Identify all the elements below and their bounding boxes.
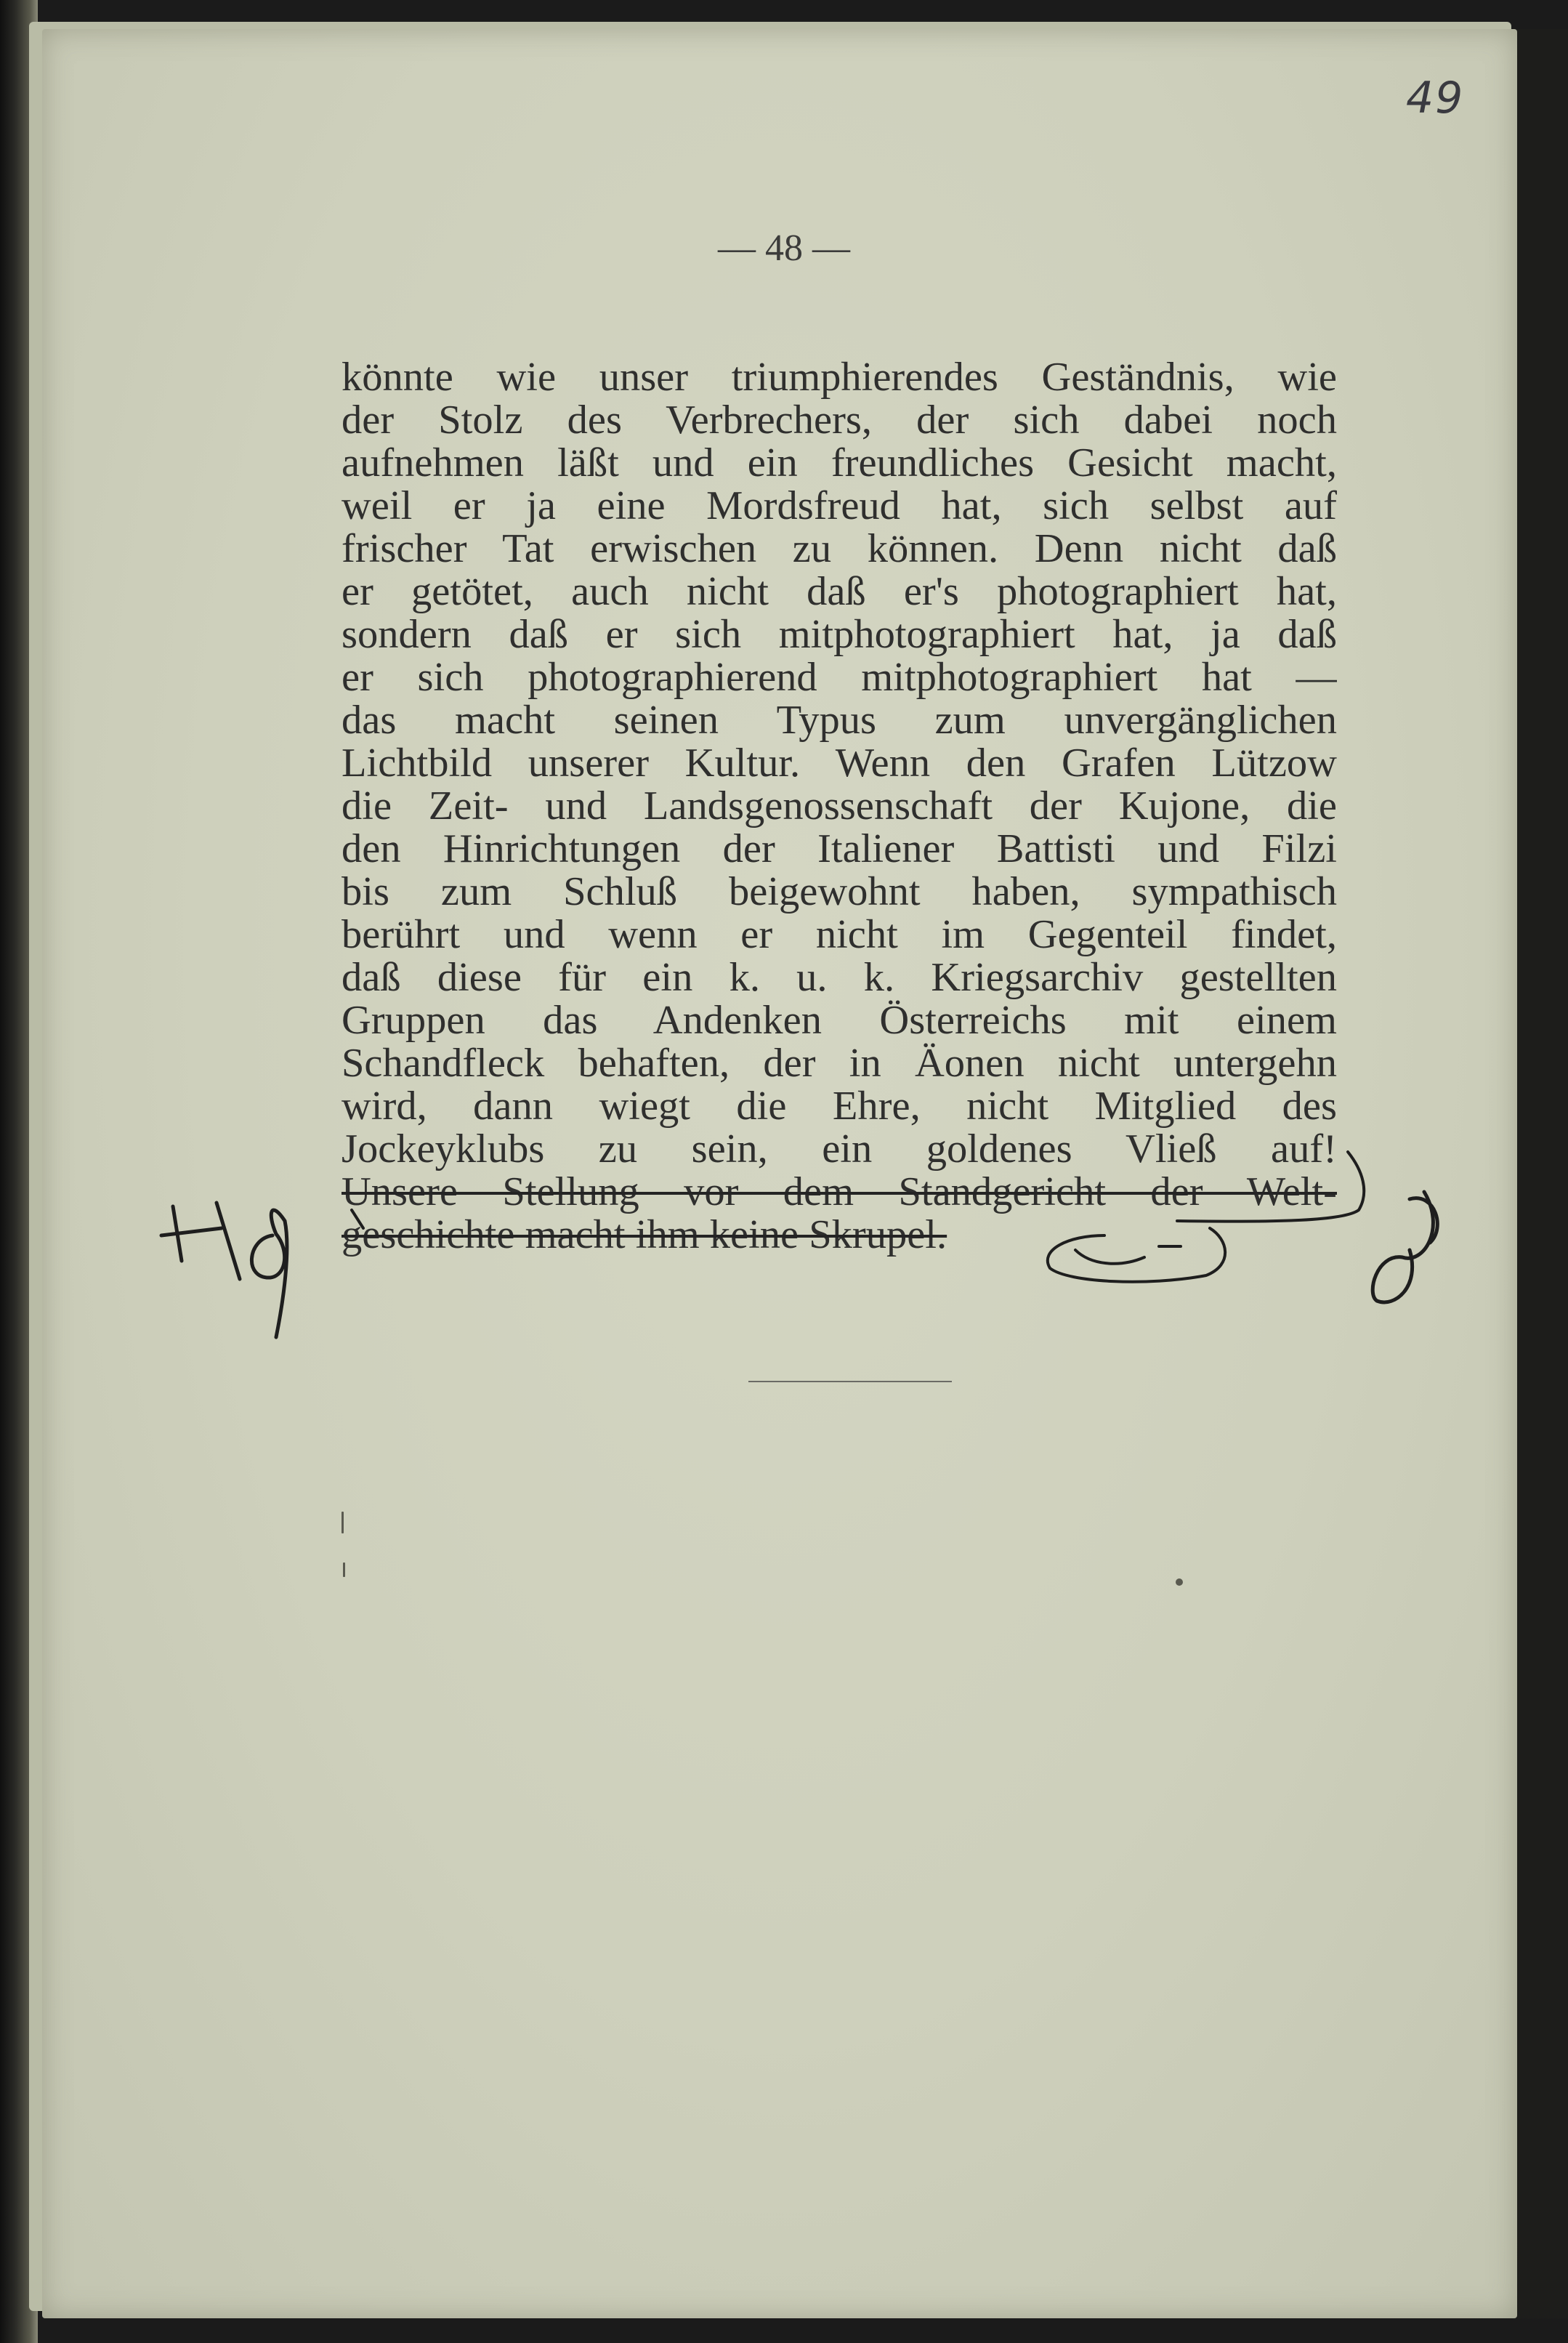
page-number: — 48 — [718,227,850,269]
text-line: aufnehmen läßt und ein freundliches Gesicht macht, [342,442,1337,485]
struck-text-line: Unsere Stellung vor dem Standgericht der Welt- [342,1171,1337,1214]
text-line: den Hinrichtungen der Italiener Battisti und Filzi [342,828,1337,871]
text-line: könnte wie unser triumphierendes Geständnis, wie [342,356,1337,399]
text-line: bis zum Schluß beigewohnt haben, sympathisch [342,871,1337,914]
text-line: Jockeyklubs zu sein, ein goldenes Vließ auf! [342,1128,1337,1171]
text-line: er getötet, auch nicht daß er's photographiert hat, [342,570,1337,613]
paper-speck [342,1512,344,1533]
text-line: frischer Tat erwischen zu können. Denn nicht daß [342,528,1337,570]
text-line: wird, dann wiegt die Ehre, nicht Mitglied des [342,1085,1337,1128]
section-divider [748,1381,952,1382]
text-line: sondern daß er sich mitphotographiert hat, ja daß [342,613,1337,656]
text-line: berührt und wenn er nicht im Gegenteil findet, [342,914,1337,956]
text-line: die Zeit- und Landsgenossenschaft der Kujone, die [342,785,1337,828]
text-line: das macht seinen Typus zum unvergänglichen [342,699,1337,742]
text-line: Lichtbild unserer Kultur. Wenn den Grafen Lützow [342,742,1337,785]
text-line: der Stolz des Verbrechers, der sich dabei noch [342,399,1337,442]
archive-page-number: 49 [1406,73,1465,124]
paper-speck [1176,1578,1183,1586]
dark-background-edge [1517,29,1568,2318]
text-line: er sich photographierend mitphotographiert hat — [342,656,1337,699]
paper-speck [343,1562,345,1577]
text-line: daß diese für ein k. u. k. Kriegsarchiv gestellten [342,956,1337,999]
struck-text-line: geschichte macht ihm keine Skrupel. [342,1214,947,1257]
text-line: weil er ja eine Mordsfreud hat, sich selbst auf [342,485,1337,528]
body-text [342,356,1337,1257]
text-line: Schandfleck behaften, der in Äonen nicht untergehn [342,1042,1337,1085]
text-line: Gruppen das Andenken Österreichs mit einem [342,999,1337,1042]
